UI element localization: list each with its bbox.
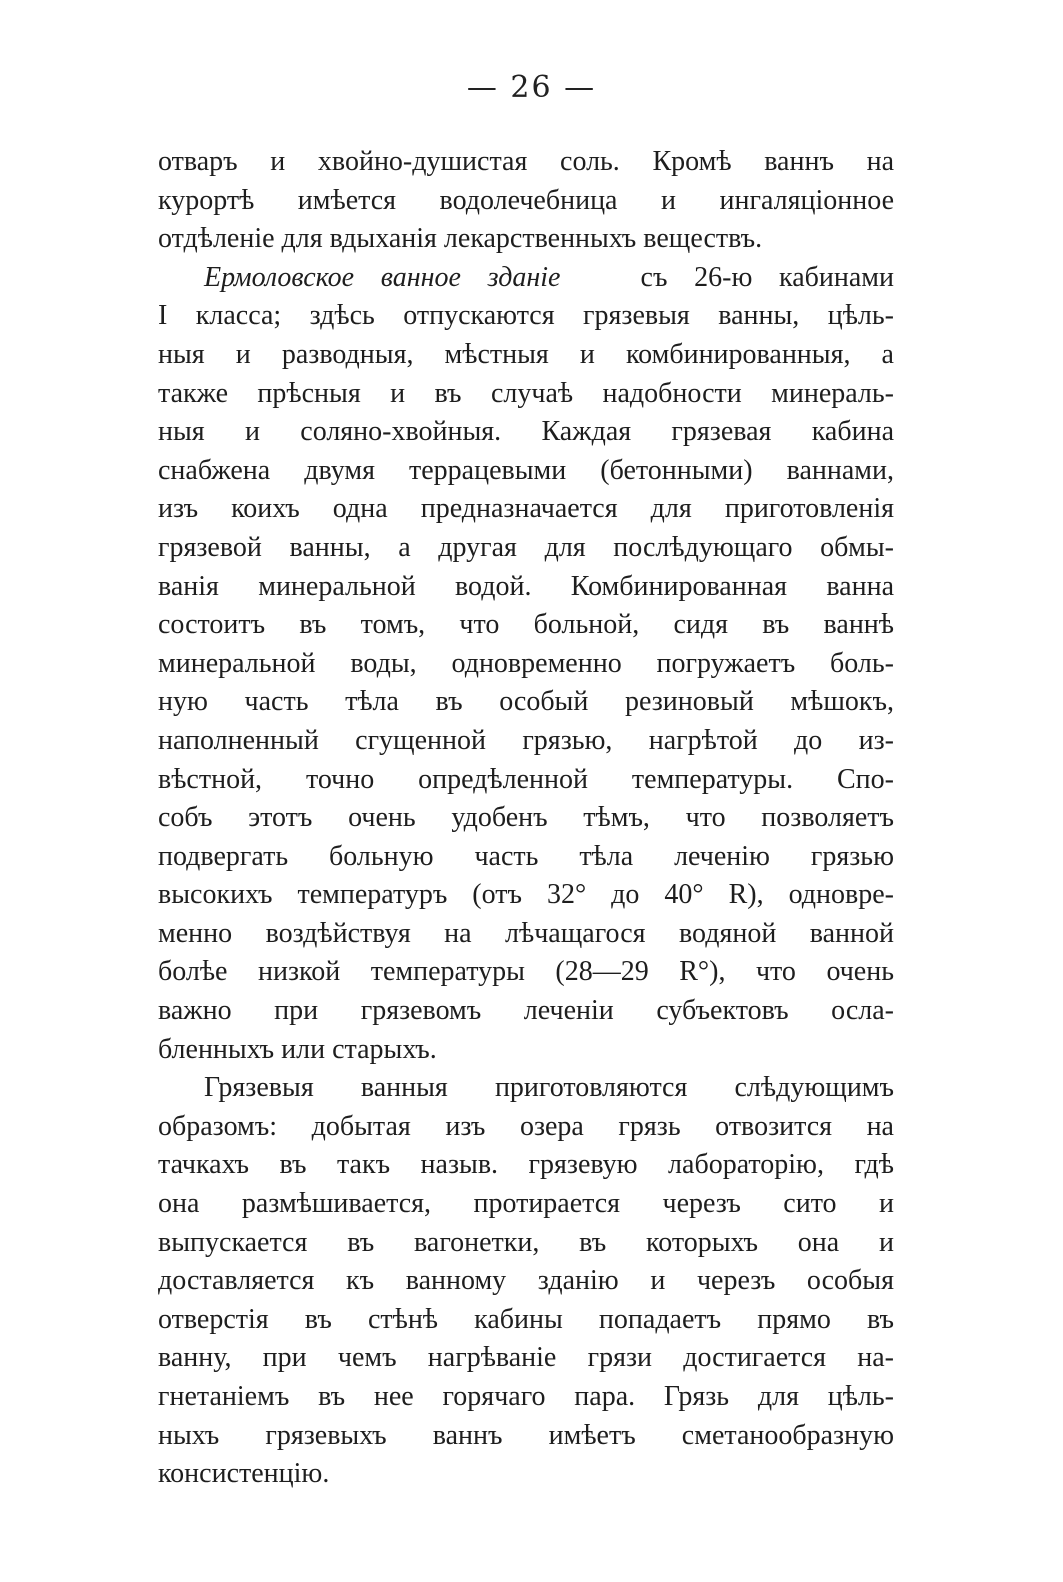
text-line: снабжена двумя террацевыми (бетонными) ваннами, <box>158 454 894 486</box>
paragraph-2 <box>158 259 894 1069</box>
text-line: ныя и разводныя, мѣстныя и комбинированныя, а <box>158 338 894 370</box>
text-line: отдѣленіе для вдыханія лекарственныхъ веществъ. <box>158 223 763 255</box>
text-line <box>158 259 894 298</box>
text-line: вѣстной, точно опредѣленной температуры. Спо- <box>158 763 894 795</box>
text-line: менно воздѣйствуя на лѣчащагося водяной ванной <box>158 917 894 949</box>
text-line: образомъ: добытая изъ озера грязь отвозится на <box>158 1110 894 1142</box>
text-line: ныхъ грязевыхъ ваннъ имѣетъ сметанообразную <box>158 1419 894 1451</box>
text-line: ванну, при чемъ нагрѣваніе грязи достигается на- <box>158 1342 894 1374</box>
text-line: изъ коихъ одна предназначается для приготовленія <box>158 493 894 525</box>
text-line: собъ этотъ очень удобенъ тѣмъ, что позволяетъ <box>158 802 894 834</box>
text-line: курортѣ имѣется водолечебница и ингаляціонное <box>158 184 894 216</box>
text-line: Грязевыя ванныя приготовляются слѣдующимъ <box>204 1072 894 1104</box>
text-line: I класса; здѣсь отпускаются грязевыя ванны, цѣль- <box>158 300 894 332</box>
italic-lead: Ермоловское ванное зданіе <box>204 261 561 293</box>
paragraph-3 <box>158 1069 894 1494</box>
text-line: важно при грязевомъ леченіи субъектовъ осла- <box>158 995 894 1027</box>
text-line-rest: съ 26-ю кабинами <box>640 261 895 293</box>
text-line: она размѣшивается, протирается черезъ сито и <box>158 1188 894 1220</box>
text-line: грязевой ванны, а другая для послѣдующаго обмы- <box>158 531 894 563</box>
text-line: также прѣсныя и въ случаѣ надобности минераль- <box>158 377 894 409</box>
text-line: консистенцію. <box>158 1458 330 1490</box>
text-line: минеральной воды, одновременно погружаетъ боль- <box>158 647 894 679</box>
text-line: тачкахъ въ такъ назыв. грязевую лабораторію, гдѣ <box>158 1149 894 1181</box>
text-line: ныя и соляно-хвойныя. Каждая грязевая кабина <box>158 416 894 448</box>
text-line: ванія минеральной водой. Комбинированная ванна <box>158 570 894 602</box>
text-line: подвергать больную часть тѣла леченію грязью <box>158 840 894 872</box>
body-text <box>158 143 894 1494</box>
text-line: выпускается въ вагонетки, въ которыхъ она и <box>158 1226 894 1258</box>
text-line: доставляется къ ванному зданію и черезъ особыя <box>158 1265 894 1297</box>
text-line: отверстія въ стѣнѣ кабины попадаетъ прямо въ <box>158 1303 894 1335</box>
text-line: ную часть тѣла въ особый резиновый мѣшокъ, <box>158 686 894 718</box>
page-number: — 26 — <box>466 70 597 105</box>
paragraph-1 <box>158 143 894 259</box>
text-line: состоитъ въ томъ, что больной, сидя въ ваннѣ <box>158 609 894 641</box>
text-line: гнетаніемъ въ нее горячаго пара. Грязь для цѣль- <box>158 1381 894 1412</box>
text-line: бленныхъ или старыхъ. <box>158 1033 437 1065</box>
text-line: наполненный сгущенной грязью, нагрѣтой до из- <box>158 724 894 756</box>
text-line: болѣе низкой температуры (28—29 R°), что очень <box>158 956 894 988</box>
text-line: высокихъ температуръ (отъ 32° до 40° R), одновре- <box>158 879 894 911</box>
text-line: отваръ и хвойно-душистая соль. Кромѣ ваннъ на <box>158 146 894 177</box>
